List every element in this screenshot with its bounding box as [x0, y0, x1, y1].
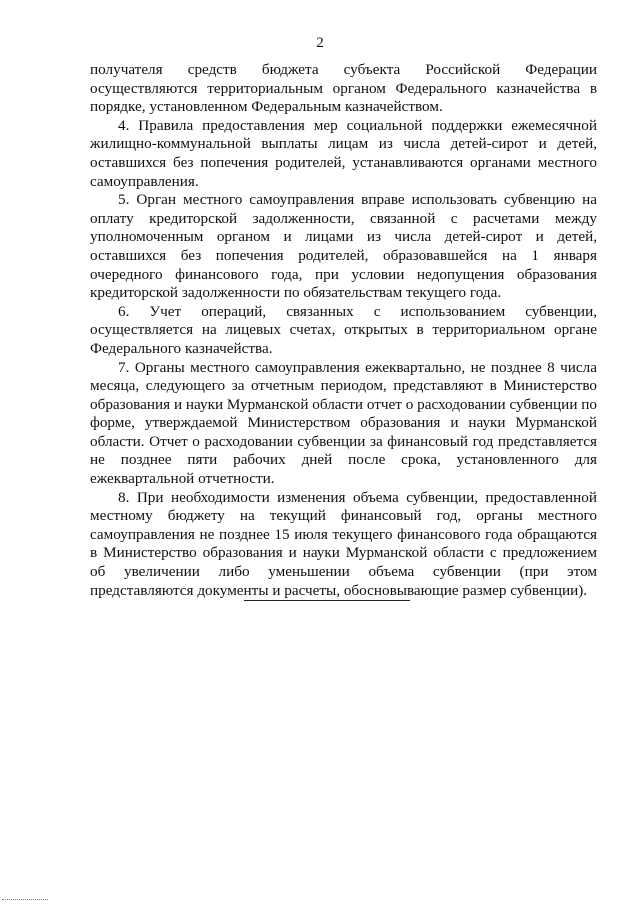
paragraph-7: 7. Органы местного самоуправления ежеквартально, не позднее 8 числа месяца, следующего за отчетным периодом, представляют в Министерство образования и науки Мурманской области отчет о расходовании субвенции по форме, утверждаемой Министерством образования и науки Мурманской области. Отчет о расходовании субвенции за финансовый год представляется не позднее пяти рабочих дней после срока, установленного для ежеквартальной отчетности.: [90, 358, 597, 488]
paragraph-6: 6. Учет операций, связанных с использованием субвенции, осуществляется на лицевых счетах, открытых в территориальном органе Федерального казначейства.: [90, 302, 597, 357]
page-number: 2: [316, 35, 324, 51]
paragraph-continuation: получателя средств бюджета субъекта Российской Федерации осуществляются территориальным органом Федерального казначейства в порядке, установленном Федеральным казначейством.: [90, 61, 597, 116]
paragraph-4: 4. Правила предоставления мер социальной поддержки ежемесячной жилищно-коммунальной выплаты лицам из числа детей-сирот и детей, оставшихся без попечения родителей, устанавливаются органами местного самоуправления.: [90, 116, 597, 190]
paragraph-5: 5. Орган местного самоуправления вправе использовать субвенцию на оплату кредиторской задолженности, связанной с расчетами между уполномоченным органом и лицами из числа детей-сирот и детей, оставшихся без попечения родителей, образовавшейся на 1 января очередного финансового года, при условии недопущения образования кредиторской задолженности по обязательствам текущего года.: [90, 191, 597, 302]
end-of-document-rule: [244, 600, 410, 601]
scan-edge-mark: [2, 899, 48, 900]
paragraph-8: 8. При необходимости изменения объема субвенции, предоставленной местному бюджету на текущий финансовый год, органы местного самоуправления не позднее 15 июля текущего финансового года обращаются в Министерство образования и науки Мурманской области с предложением об увеличении либо уменьшении объема субвенции (при этом представляются документы и расчеты, обосновывающие размер субвенции).: [90, 488, 597, 599]
document-body: [90, 61, 597, 600]
